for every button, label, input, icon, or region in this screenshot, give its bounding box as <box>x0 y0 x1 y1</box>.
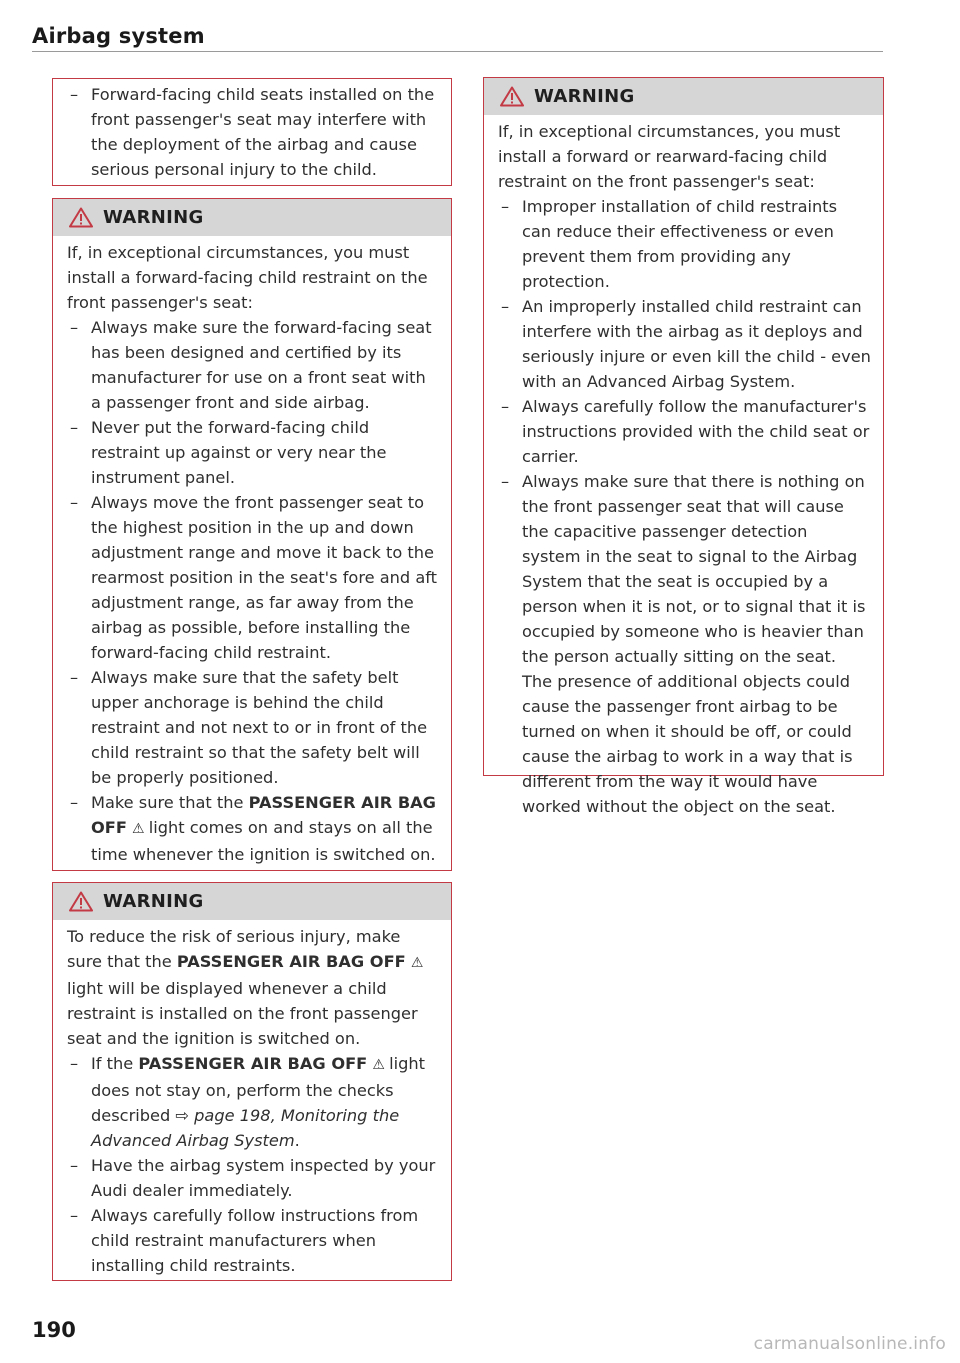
warning-intro: If, in exceptional circumstances, you must install a forward-facing child restraint on the front passenger's seat: <box>67 243 428 312</box>
list-item: – Always carefully follow the manufacturer's instructions provided with the child seat or carrier. <box>498 394 871 469</box>
warning-box-forward-rearward <box>483 77 884 816</box>
warning-triangle-icon <box>69 207 93 228</box>
list-item: – Always carefully follow instructions from child restraint manufacturers when installing child restraints. <box>67 1203 439 1278</box>
warning-header <box>53 199 451 236</box>
list-item: – An improperly installed child restraint can interfere with the airbag as it deploys and seriously injure or even kill the child - even with an Advanced Airbag System. <box>498 294 871 394</box>
warning-intro: To reduce the risk of serious injury, make sure that the PASSENGER AIR BAG OFF ⚠ light will be displayed whenever a child restraint is installed on the front passenger seat and the ignition is switched on. <box>67 927 423 1048</box>
page-number: 190 <box>32 1318 76 1342</box>
warning-header <box>484 78 883 115</box>
list-item: – Always make sure that the safety belt upper anchorage is behind the child restraint and not next to or in front of the child restraint so that the safety belt will be properly positioned. <box>67 665 439 790</box>
warning-header <box>53 883 451 920</box>
page-header-title: Airbag system <box>32 24 205 48</box>
warning-label: WARNING <box>534 86 635 107</box>
continuation-box <box>52 78 452 186</box>
warning-label: WARNING <box>103 891 204 912</box>
warning-box-forward-facing <box>52 198 452 871</box>
list-item: – Forward-facing child seats installed on the front passenger's seat may interfere with the deployment of the airbag and cause serious personal injury to the child. <box>67 82 439 182</box>
warning-label: WARNING <box>103 207 204 228</box>
passenger-airbag-off-icon: ⚠ <box>132 821 144 837</box>
warning-triangle-icon <box>69 891 93 912</box>
list-item: – Never put the forward-facing child restraint up against or very near the instrument panel. <box>67 415 439 490</box>
arrow-right-icon: ⇨ <box>175 1106 189 1125</box>
header-rule <box>32 51 883 52</box>
watermark: carmanualsonline.info <box>753 1334 946 1354</box>
list-item: – Always move the front passenger seat to the highest position in the up and down adjustment range and move it back to the rearmost position in the seat's fore and aft adjustment range, as far away from the airbag as possible, before installing the forward-facing child restraint. <box>67 490 439 665</box>
warning-intro: If, in exceptional circumstances, you must install a forward or rearward-facing child restraint on the front passenger's seat: <box>498 122 841 191</box>
list-item: – Always make sure the forward-facing seat has been designed and certified by its manufacturer for use on a front seat with a passenger front and side airbag. <box>67 315 439 415</box>
list-item: – If the PASSENGER AIR BAG OFF ⚠ light does not stay on, perform the checks described ⇨ page 198, Monitoring the Advanced Airbag System. <box>67 1051 439 1153</box>
warning-box-airbag-off-light <box>52 882 452 1281</box>
list-item: – Make sure that the PASSENGER AIR BAG OFF ⚠ light comes on and stays on all the time whenever the ignition is switched on. <box>67 790 439 867</box>
list-item: – Have the airbag system inspected by your Audi dealer immediately. <box>67 1153 439 1203</box>
list-item: – Always make sure that there is nothing on the front passenger seat that will cause the capacitive passenger detection system in the seat to signal to the Airbag System that the seat is occupied by a person when it is not, or to signal that it is occupied by someone who is heavier than the person actually sitting on the seat. The presence of additional objects could cause the passenger front airbag to be turned on when it should be off, or could cause the airbag to work in a way that is different from the way it would have worked without the object on the seat. <box>498 469 871 819</box>
passenger-airbag-off-icon: ⚠ <box>372 1057 384 1073</box>
page-reference-link[interactable]: page 198, Monitoring the Advanced Airbag System <box>91 1106 400 1150</box>
warning-triangle-icon <box>500 86 524 107</box>
list-item: – Improper installation of child restraints can reduce their effectiveness or even prevent them from providing any protection. <box>498 194 871 294</box>
passenger-airbag-off-icon: ⚠ <box>410 955 423 971</box>
